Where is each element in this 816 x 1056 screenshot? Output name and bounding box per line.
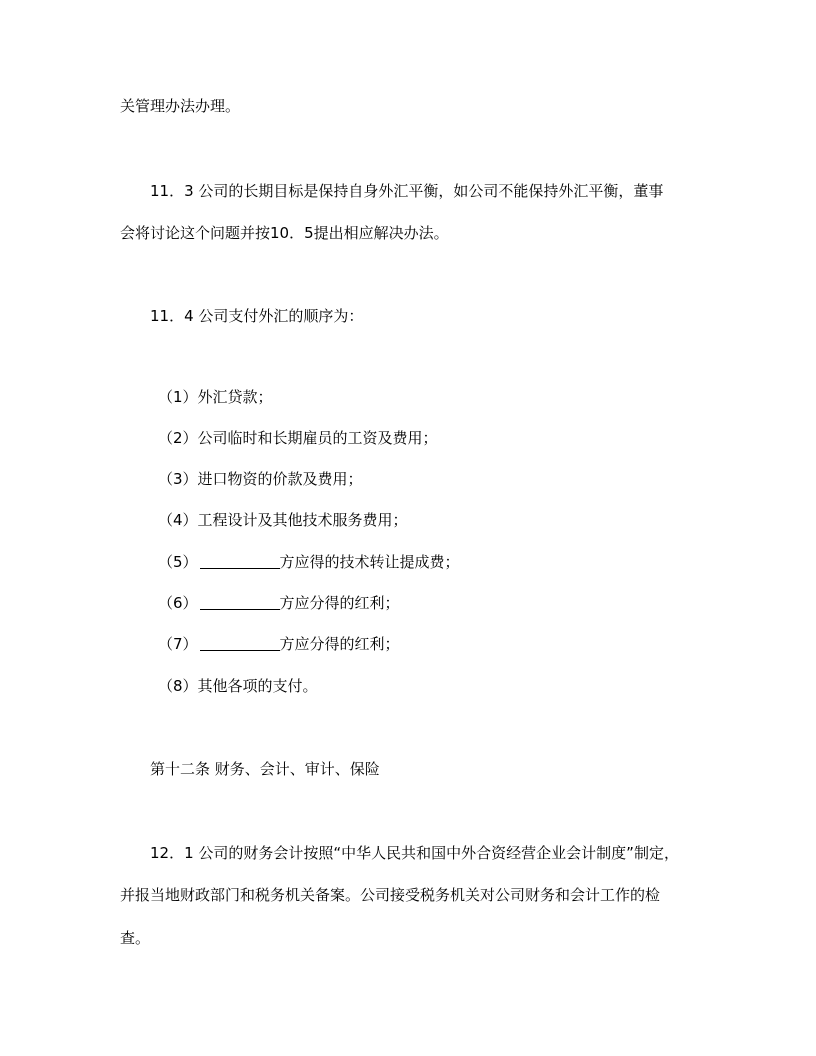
list-item-7 [158, 634, 400, 654]
list-item-2: （2）公司临时和长期雇员的工资及费用； [158, 429, 438, 447]
clause-12-1-line-3: 查。 [120, 929, 151, 947]
clause-12-1-line-1: 12．1 公司的财务会计按照“中华人民共和国中外合资经营企业会计制度”制定， [150, 844, 679, 862]
list-item-6 [158, 593, 400, 613]
fill-in-blank[interactable] [200, 554, 280, 569]
list-item-7-text: 方应分得的红利； [279, 635, 400, 653]
list-item-6-number: （6） [158, 594, 198, 612]
list-item-5-text: 方应得的技术转让提成费； [279, 553, 460, 571]
paragraph-continuation: 关管理办法办理。 [120, 97, 241, 115]
list-item-7-number: （7） [158, 635, 198, 653]
clause-11-3-line-1: 11．3 公司的长期目标是保持自身外汇平衡，如公司不能保持外汇平衡，董事 [150, 182, 664, 200]
clause-12-1-line-2: 并报当地财政部门和税务机关备案。公司接受税务机关对公司财务和会计工作的检 [120, 886, 661, 904]
fill-in-blank[interactable] [200, 595, 280, 610]
article-12-heading: 第十二条 财务、会计、审计、保险 [150, 760, 380, 778]
clause-11-3-line-2: 会将讨论这个问题并按10．5提出相应解决办法。 [120, 224, 449, 242]
list-item-5-number: （5） [158, 553, 198, 571]
clause-11-4: 11．4 公司支付外汇的顺序为： [150, 307, 364, 325]
list-item-4: （4）工程设计及其他技术服务费用； [158, 511, 408, 529]
list-item-6-text: 方应分得的红利； [279, 594, 400, 612]
list-item-3: （3）进口物资的价款及费用； [158, 470, 363, 488]
list-item-8: （8）其他各项的支付。 [158, 677, 318, 695]
fill-in-blank[interactable] [200, 636, 280, 651]
list-item-5 [158, 552, 460, 572]
list-item-1: （1）外汇贷款； [158, 388, 273, 406]
